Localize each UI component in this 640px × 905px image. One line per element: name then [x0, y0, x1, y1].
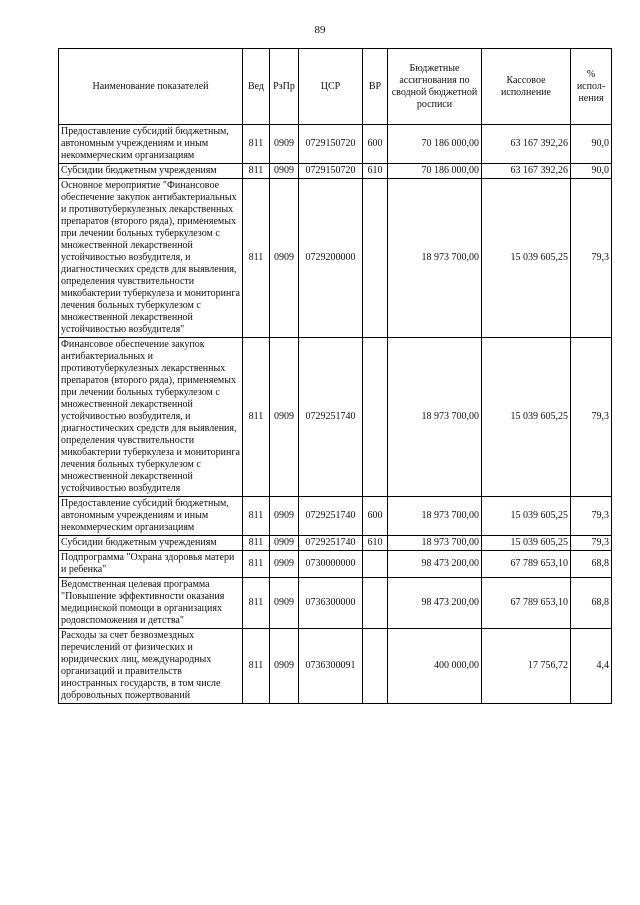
table-row [59, 164, 612, 179]
row-ved: 811 [243, 125, 270, 164]
row-budget: 18 973 700,00 [388, 179, 482, 338]
row-csr: 0729251740 [299, 536, 363, 551]
row-budget: 98 473 200,00 [388, 551, 482, 578]
row-rzpr: 0909 [270, 338, 299, 497]
row-csr: 0729150720 [299, 164, 363, 179]
row-name: Подпрограмма "Охрана здоровья матери и ребенка" [59, 551, 243, 578]
row-ved: 811 [243, 578, 270, 629]
row-cash: 15 039 605,25 [482, 179, 571, 338]
row-percent: 68,8 [571, 578, 612, 629]
row-vr [363, 629, 388, 704]
row-name: Субсидии бюджетным учреждениям [59, 164, 243, 179]
page-number: 89 [314, 24, 326, 36]
header-name: Наименование показателей [59, 49, 243, 125]
table-row [59, 497, 612, 536]
row-name: Предоставление субсидий бюджетным, автономным учреждениям и иным некоммерческим организациям [59, 125, 243, 164]
table-row [59, 536, 612, 551]
table-row [59, 578, 612, 629]
table-row [59, 179, 612, 338]
row-budget: 18 973 700,00 [388, 536, 482, 551]
row-budget: 70 186 000,00 [388, 125, 482, 164]
header-ved: Вед [243, 49, 270, 125]
row-budget: 18 973 700,00 [388, 338, 482, 497]
table-row [59, 338, 612, 497]
row-rzpr: 0909 [270, 629, 299, 704]
header-percent: % испол-нения [571, 49, 612, 125]
row-percent: 90,0 [571, 164, 612, 179]
row-rzpr: 0909 [270, 578, 299, 629]
table-row [59, 629, 612, 704]
row-rzpr: 0909 [270, 497, 299, 536]
row-budget: 70 186 000,00 [388, 164, 482, 179]
table-row [59, 125, 612, 164]
row-budget: 18 973 700,00 [388, 497, 482, 536]
row-cash: 15 039 605,25 [482, 338, 571, 497]
row-vr [363, 551, 388, 578]
row-name: Субсидии бюджетным учреждениям [59, 536, 243, 551]
row-rzpr: 0909 [270, 551, 299, 578]
table-row [59, 551, 612, 578]
header-rzpr: РзПр [270, 49, 299, 125]
header-csr: ЦСР [299, 49, 363, 125]
row-vr [363, 179, 388, 338]
row-rzpr: 0909 [270, 164, 299, 179]
row-csr: 0736300000 [299, 578, 363, 629]
row-vr: 610 [363, 164, 388, 179]
row-name: Расходы за счет безвозмездных перечислений от физических и юридических лиц, международных организаций и правительств иностранных государств, в том числе добровольных пожертвований [59, 629, 243, 704]
row-percent: 90,0 [571, 125, 612, 164]
row-ved: 811 [243, 338, 270, 497]
row-cash: 63 167 392,26 [482, 125, 571, 164]
row-budget: 98 473 200,00 [388, 578, 482, 629]
row-name: Финансовое обеспечение закупок антибактериальных и противотуберкулезных лекарственных препаратов (второго ряда), применяемых при лечении больных туберкулезом с множественной лекарственной устойчивостью возбудителя, и диагностических средств для выявления, определения чувствительности микобактерии туберкулеза и мониторинга лечения больных туберкулезом с множественной лекарственной устойчивостью возбудителя [59, 338, 243, 497]
row-csr: 0736300091 [299, 629, 363, 704]
row-vr: 600 [363, 497, 388, 536]
row-cash: 17 756,72 [482, 629, 571, 704]
row-cash: 67 789 653,10 [482, 578, 571, 629]
row-vr: 600 [363, 125, 388, 164]
row-cash: 67 789 653,10 [482, 551, 571, 578]
row-ved: 811 [243, 497, 270, 536]
row-cash: 15 039 605,25 [482, 536, 571, 551]
header-vr: ВР [363, 49, 388, 125]
row-csr: 0729251740 [299, 497, 363, 536]
row-percent: 79,3 [571, 497, 612, 536]
row-vr [363, 578, 388, 629]
row-rzpr: 0909 [270, 536, 299, 551]
row-name: Предоставление субсидий бюджетным, автономным учреждениям и иным некоммерческим организациям [59, 497, 243, 536]
header-cash: Кассовое исполнение [482, 49, 571, 125]
row-rzpr: 0909 [270, 179, 299, 338]
row-ved: 811 [243, 164, 270, 179]
row-rzpr: 0909 [270, 125, 299, 164]
row-name: Основное мероприятие "Финансовое обеспечение закупок антибактериальных и противотуберкулезных лекарственных препаратов (второго ряда), применяемых при лечении больных туберкулезом с множественной лекарственной устойчивостью возбудителя, и диагностических средств для выявления, определения чувствительности микобактерии туберкулеза и мониторинга лечения больных туберкулезом с множественной лекарственной устойчивостью возбудителя" [59, 179, 243, 338]
row-vr: 610 [363, 536, 388, 551]
table-header-row [59, 49, 612, 125]
header-budget: Бюджетные ассигнования по сводной бюджетной росписи [388, 49, 482, 125]
row-percent: 79,3 [571, 179, 612, 338]
row-cash: 63 167 392,26 [482, 164, 571, 179]
row-percent: 79,3 [571, 338, 612, 497]
row-ved: 811 [243, 179, 270, 338]
row-percent: 79,3 [571, 536, 612, 551]
row-name: Ведомственная целевая программа "Повышение эффективности оказания медицинской помощи в организациях родовспоможения и детства" [59, 578, 243, 629]
row-percent: 68,8 [571, 551, 612, 578]
row-csr: 0730000000 [299, 551, 363, 578]
row-ved: 811 [243, 551, 270, 578]
row-vr [363, 338, 388, 497]
budget-table [58, 48, 612, 704]
row-budget: 400 000,00 [388, 629, 482, 704]
row-ved: 811 [243, 629, 270, 704]
row-csr: 0729150720 [299, 125, 363, 164]
row-csr: 0729200000 [299, 179, 363, 338]
row-csr: 0729251740 [299, 338, 363, 497]
row-ved: 811 [243, 536, 270, 551]
row-cash: 15 039 605,25 [482, 497, 571, 536]
row-percent: 4,4 [571, 629, 612, 704]
